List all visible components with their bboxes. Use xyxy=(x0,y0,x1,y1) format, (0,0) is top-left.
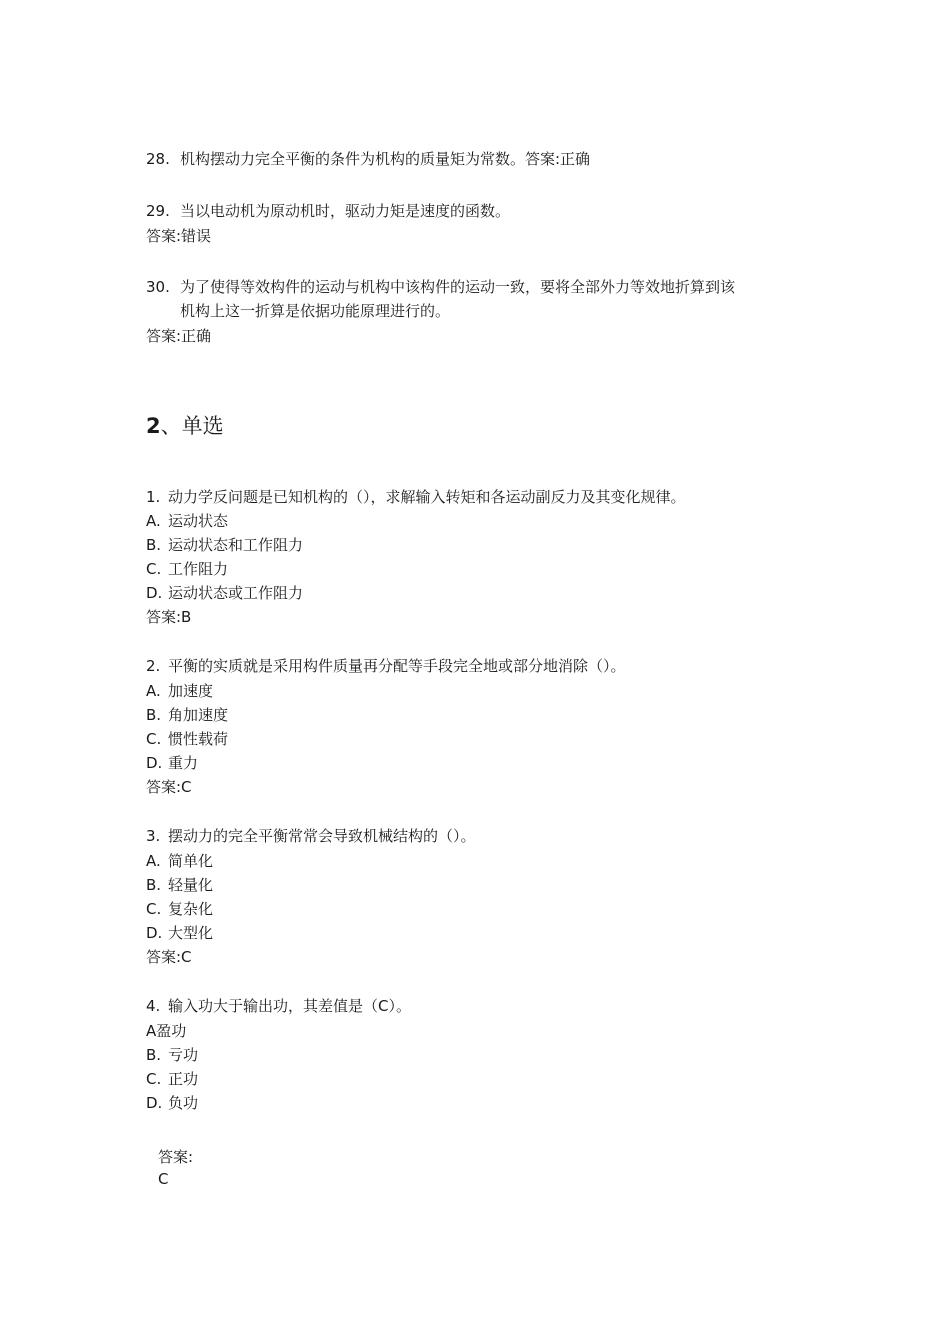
item-number: 29. xyxy=(146,202,170,220)
item-text: 为了使得等效构件的运动与机构中该构件的运动一致，要将全部外力等效地折算到该 xyxy=(180,278,736,296)
question-number: 1. xyxy=(146,488,161,506)
question-1 xyxy=(146,486,686,508)
option: D. 大型化 xyxy=(146,924,214,942)
item-number: 28. xyxy=(146,150,170,168)
answer: 答案:B xyxy=(146,608,192,626)
question-text: 摆动力的完全平衡常常会导致机械结构的（）。 xyxy=(168,827,476,845)
tf-answer-29: 答案:错误 xyxy=(146,227,212,245)
option: B. 角加速度 xyxy=(146,706,229,724)
option: D. 重力 xyxy=(146,754,199,772)
question-4 xyxy=(146,995,411,1017)
section-number: 2 xyxy=(146,414,161,438)
answer: 答案:C xyxy=(146,948,192,966)
question-text: 动力学反问题是已知机构的（），求解输入转矩和各运动副反力及其变化规律。 xyxy=(168,488,686,506)
answer-label: 答案: xyxy=(158,1148,194,1166)
option: C. 正功 xyxy=(146,1070,199,1088)
answer-value: C xyxy=(158,1170,169,1188)
option: A. 加速度 xyxy=(146,682,214,700)
option: D. 负功 xyxy=(146,1094,199,1112)
answer: 答案:C xyxy=(146,778,192,796)
tf-item-29 xyxy=(146,200,510,222)
option: B. 运动状态和工作阻力 xyxy=(146,536,304,554)
tf-item-28 xyxy=(146,148,590,170)
item-text: 机构摆动力完全平衡的条件为机构的质量矩为常数。答案:正确 xyxy=(180,150,591,168)
question-number: 3. xyxy=(146,827,161,845)
question-number: 2. xyxy=(146,657,161,675)
question-3 xyxy=(146,825,476,847)
option: C. 复杂化 xyxy=(146,900,214,918)
item-number: 30. xyxy=(146,278,170,296)
question-text: 平衡的实质就是采用构件质量再分配等手段完全地或部分地消除（）。 xyxy=(168,657,626,675)
item-text: 当以电动机为原动机时，驱动力矩是速度的函数。 xyxy=(180,202,511,220)
question-number: 4. xyxy=(146,997,161,1015)
option: C. 工作阻力 xyxy=(146,560,229,578)
option: A盈功 xyxy=(146,1022,187,1040)
option: C. 惯性载荷 xyxy=(146,730,229,748)
section-title: 、单选 xyxy=(160,414,224,438)
option: B. 轻量化 xyxy=(146,876,214,894)
section-heading xyxy=(146,412,224,440)
question-text: 输入功大于输出功，其差值是（C）。 xyxy=(168,997,411,1015)
option: B. 亏功 xyxy=(146,1046,199,1064)
option: A. 简单化 xyxy=(146,852,214,870)
option: D. 运动状态或工作阻力 xyxy=(146,584,304,602)
tf-item-30-continued: 机构上这一折算是依据功能原理进行的。 xyxy=(180,302,451,320)
option: A. 运动状态 xyxy=(146,512,229,530)
tf-answer-30: 答案:正确 xyxy=(146,327,212,345)
tf-item-30 xyxy=(146,276,735,298)
question-2 xyxy=(146,655,626,677)
